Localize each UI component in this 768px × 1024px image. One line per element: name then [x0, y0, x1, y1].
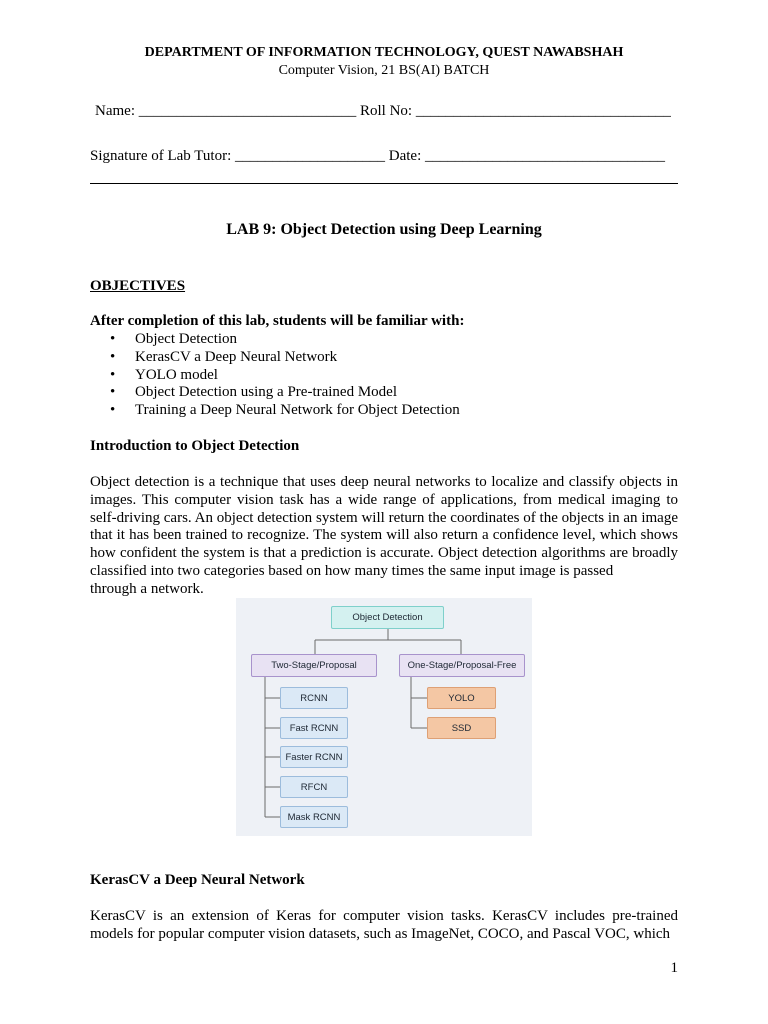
node-one-stage: One-Stage/Proposal-Free — [399, 654, 525, 677]
objective-item: • YOLO model — [90, 367, 460, 385]
objective-item: • Object Detection using a Pre-trained Model — [90, 384, 460, 402]
connector-branches — [265, 698, 280, 817]
signature-date-line: Signature of Lab Tutor: ____________________ Date: ________________________________ — [90, 148, 665, 164]
node-ssd: SSD — [427, 717, 496, 739]
node-yolo: YOLO — [427, 687, 496, 709]
node-two-stage: Two-Stage/Proposal — [251, 654, 377, 677]
node-fast-rcnn: Fast RCNN — [280, 717, 348, 739]
objectives-intro: After completion of this lab, students will be familiar with: — [90, 313, 465, 329]
object-detection-taxonomy-diagram — [236, 598, 532, 836]
node-object-detection: Object Detection — [331, 606, 444, 629]
intro-heading: Introduction to Object Detection — [90, 438, 300, 454]
node-rfcn: RFCN — [280, 776, 348, 798]
node-mask-rcnn: Mask RCNN — [280, 806, 348, 828]
node-rcnn: RCNN — [280, 687, 348, 709]
course-subtitle: Computer Vision, 21 BS(AI) BATCH — [278, 63, 490, 78]
department-header: DEPARTMENT OF INFORMATION TECHNOLOGY, QUEST NAWABSHAH — [144, 45, 624, 60]
header-divider — [90, 183, 678, 184]
name-roll-line: Name: _____________________________ Roll No: __________________________________ — [95, 103, 671, 119]
objective-item: • KerasCV a Deep Neural Network — [90, 349, 460, 367]
intro-paragraph — [90, 474, 678, 599]
intro-paragraph-end: through a network. — [90, 580, 204, 597]
kerascv-paragraph — [90, 908, 678, 944]
connector-branches — [411, 698, 427, 728]
objectives-heading: OBJECTIVES — [90, 278, 186, 294]
intro-paragraph-body: Object detection is a technique that uses deep neural networks to localize and classify objects in images. This computer vision task has a wide range of applications, from medical imaging to self-driving cars. An object detection system will return the coordinates of the objects in an image that it has been trained to recognize. The system will also return a confidence level, which shows how confident the system is that a prediction is accurate. Object detection algorithms are broadly classified into two categories based on how many times the same input image is passed — [90, 474, 678, 579]
lab-title: LAB 9: Object Detection using Deep Learning — [226, 221, 542, 238]
node-faster-rcnn: Faster RCNN — [280, 746, 348, 768]
objective-item: • Object Detection — [90, 331, 460, 349]
page-number: 1 — [670, 960, 678, 976]
kerascv-heading: KerasCV a Deep Neural Network — [90, 872, 305, 888]
objective-item: • Training a Deep Neural Network for Object Detection — [90, 402, 460, 420]
objectives-list — [90, 331, 460, 420]
kerascv-paragraph-body: KerasCV is an extension of Keras for computer vision tasks. KerasCV includes pre-trained models for popular computer vision datasets, such as ImageNet, COCO, and Pascal VOC, which — [90, 908, 678, 942]
